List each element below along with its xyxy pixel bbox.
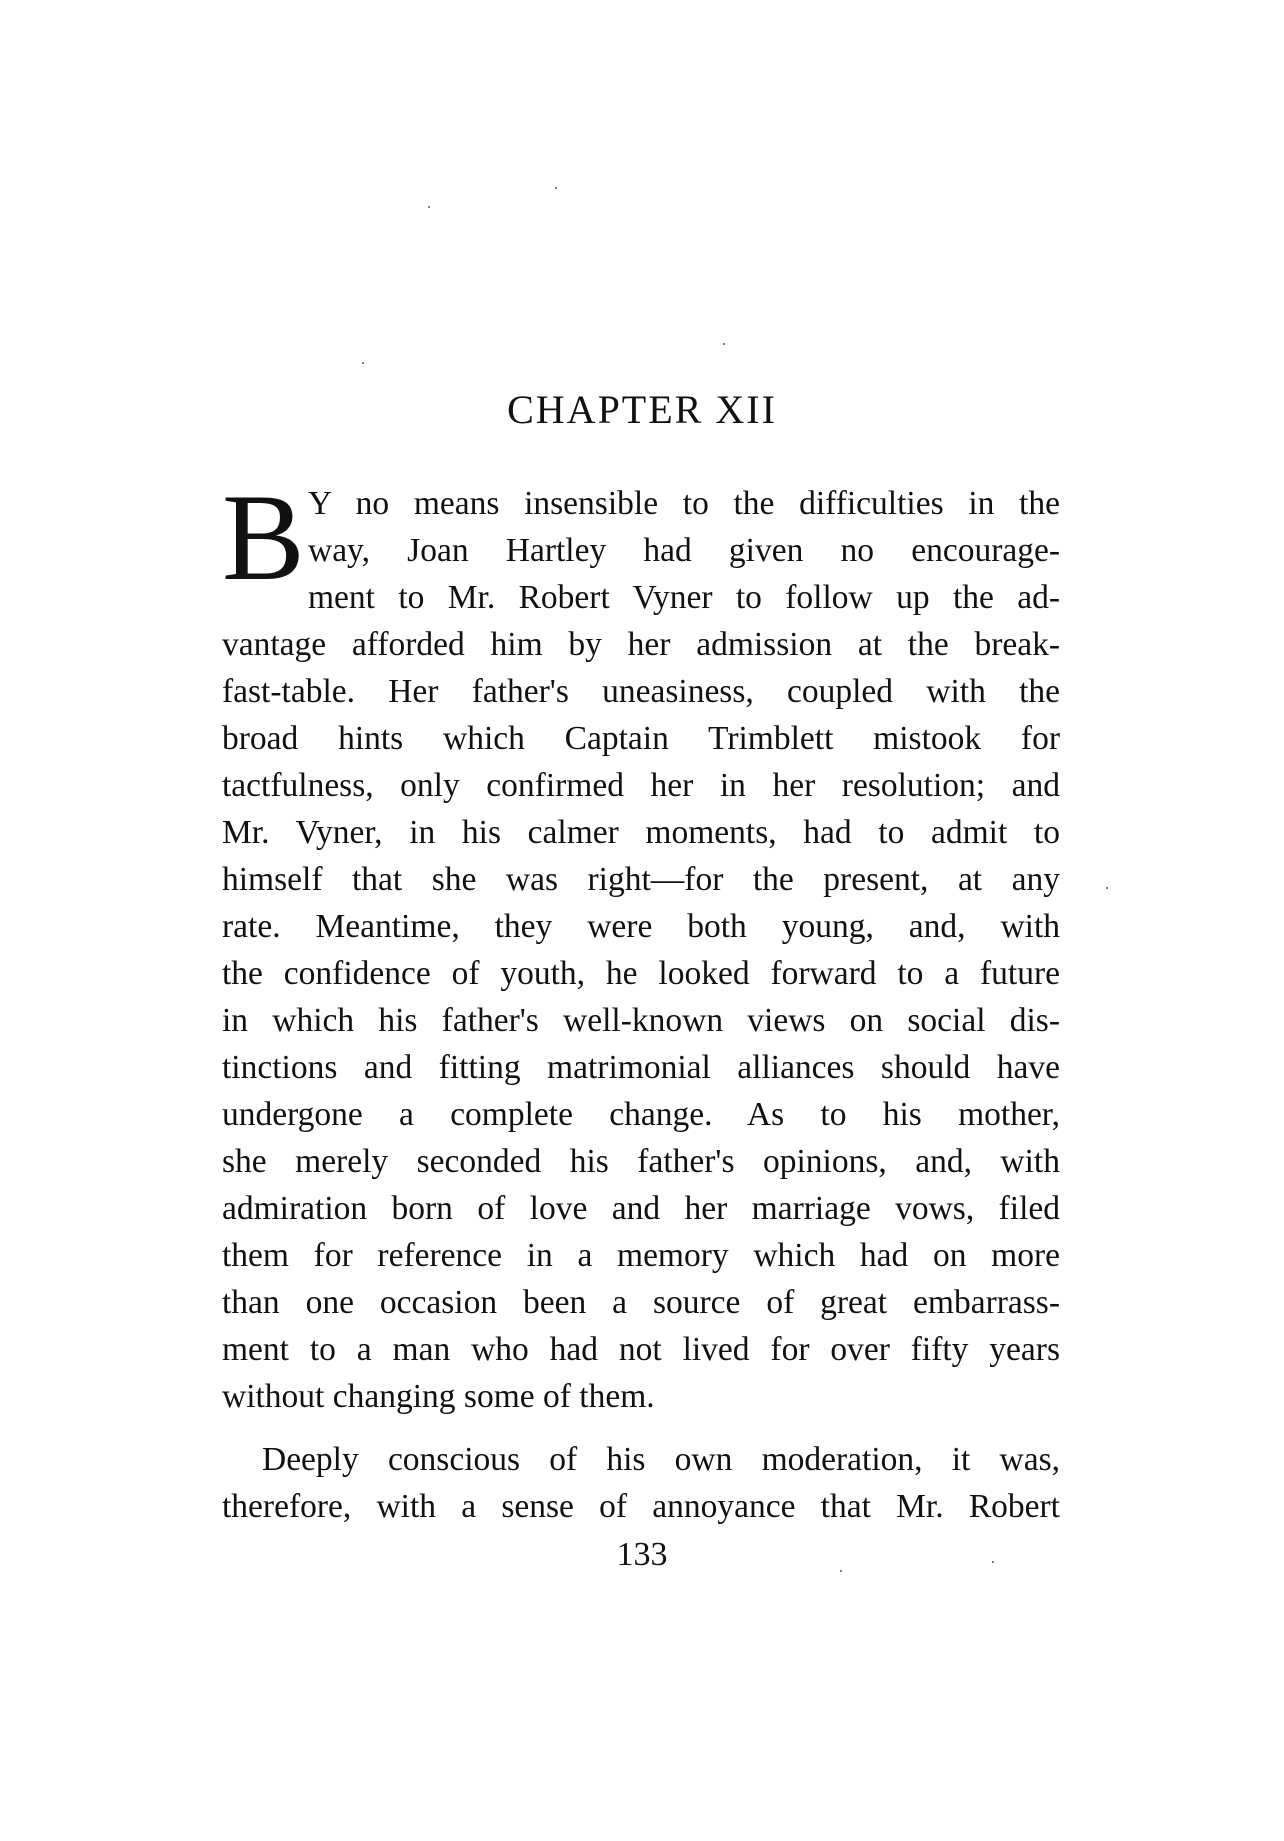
text-line: tinctions and fitting matrimonial alliances should have bbox=[222, 1049, 1060, 1086]
print-speck bbox=[428, 206, 430, 208]
print-speck bbox=[555, 187, 557, 189]
text-line: in which his father's well-known views on social dis- bbox=[222, 1002, 1060, 1039]
text-line: vantage afforded him by her admission at the break- bbox=[222, 626, 1060, 663]
text-line: ment to Mr. Robert Vyner to follow up the ad- bbox=[308, 579, 1060, 616]
text-line: therefore, with a sense of annoyance that Mr. Robert bbox=[222, 1488, 1060, 1525]
text-line: admiration born of love and her marriage vows, filed bbox=[222, 1190, 1060, 1227]
text-line: himself that she was right—for the present, at any bbox=[222, 861, 1060, 898]
paragraph bbox=[222, 469, 1060, 1420]
text-line: Y no means insensible to the difficulties in the bbox=[308, 485, 1060, 522]
text-line: broad hints which Captain Trimblett mistook for bbox=[222, 720, 1060, 757]
text-line: way, Joan Hartley had given no encourage- bbox=[308, 532, 1060, 569]
text-line: undergone a complete change. As to his mother, bbox=[222, 1096, 1060, 1133]
chapter-title: CHAPTER XII bbox=[507, 387, 777, 432]
print-speck bbox=[362, 362, 364, 364]
text-line: the confidence of youth, he looked forward to a future bbox=[222, 955, 1060, 992]
text-line: ment to a man who had not lived for over fifty years bbox=[222, 1331, 1060, 1368]
text-line: rate. Meantime, they were both young, and, with bbox=[222, 908, 1060, 945]
text-line: Mr. Vyner, in his calmer moments, had to admit to bbox=[222, 814, 1060, 851]
text-line: she merely seconded his father's opinions, and, with bbox=[222, 1143, 1060, 1180]
paragraph-gap bbox=[222, 1420, 1060, 1436]
text-line: fast-table. Her father's uneasiness, coupled with the bbox=[222, 673, 1060, 710]
drop-cap-letter: B bbox=[222, 469, 305, 606]
print-speck bbox=[1106, 887, 1108, 889]
text-line: Deeply conscious of his own moderation, it was, bbox=[262, 1441, 1060, 1478]
print-speck bbox=[723, 343, 725, 345]
text-line: without changing some of them. bbox=[222, 1378, 655, 1415]
paragraph bbox=[222, 1436, 1060, 1530]
text-line: tactfulness, only confirmed her in her resolution; and bbox=[222, 767, 1060, 804]
body-text bbox=[222, 469, 1060, 1530]
text-line: them for reference in a memory which had on more bbox=[222, 1237, 1060, 1274]
text-line: than one occasion been a source of great embarrass- bbox=[222, 1284, 1060, 1321]
page-number: 133 bbox=[616, 1536, 668, 1573]
